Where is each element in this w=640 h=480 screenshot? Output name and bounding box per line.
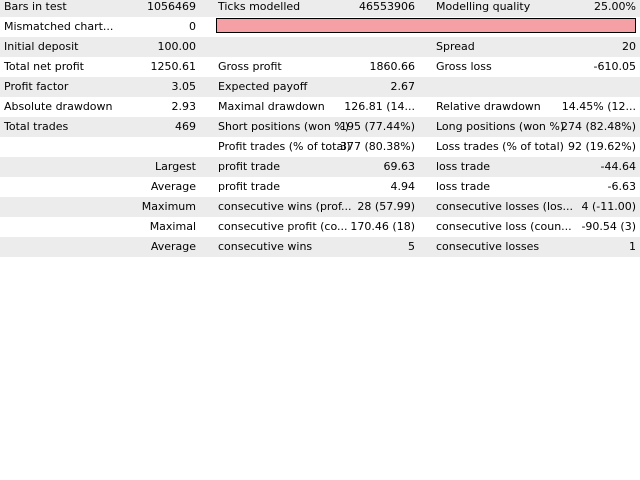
row-bars-in-test	[0, 0, 640, 17]
average-profit-trade-label: profit trade	[218, 180, 281, 193]
spread-value: 20	[622, 40, 636, 53]
row-profit-loss-trades	[0, 137, 640, 157]
maximal-label: Maximal	[149, 220, 196, 233]
gross-profit-label: Gross profit	[218, 60, 282, 73]
modelling-quality-label: Modelling quality	[436, 0, 531, 13]
mismatched-chart-label: Mismatched chart...	[4, 20, 114, 33]
max-consecutive-losses-label: consecutive losses (los...	[436, 200, 573, 213]
average-consecutive-wins-value: 5	[408, 240, 415, 253]
largest-profit-trade-value: 69.63	[383, 160, 415, 173]
absolute-drawdown-value: 2.93	[171, 100, 196, 113]
loss-trades-label: Loss trades (% of total)	[436, 140, 564, 153]
row-maximum-consecutive	[0, 197, 640, 217]
average-consecutive-label: Average	[150, 240, 196, 253]
modelling-quality-value: 25.00%	[594, 0, 636, 13]
row-total-trades	[0, 117, 640, 137]
row-average-consecutive	[0, 237, 640, 257]
profit-factor-label: Profit factor	[4, 80, 69, 93]
average-consecutive-losses-value: 1	[629, 240, 636, 253]
gross-loss-label: Gross loss	[436, 60, 492, 73]
row-average-trade	[0, 177, 640, 197]
maximal-drawdown-label: Maximal drawdown	[218, 100, 325, 113]
average-loss-trade-value: -6.63	[607, 180, 636, 193]
initial-deposit-label: Initial deposit	[4, 40, 79, 53]
maximal-consecutive-loss-label: consecutive loss (coun...	[436, 220, 572, 233]
average-loss-trade-label: loss trade	[436, 180, 491, 193]
max-consecutive-losses-value: 4 (-11.00)	[581, 200, 636, 213]
maximal-consecutive-loss-value: -90.54 (3)	[581, 220, 636, 233]
maximal-consecutive-profit-label: consecutive profit (co...	[218, 220, 348, 233]
largest-profit-trade-label: profit trade	[218, 160, 281, 173]
relative-drawdown-value: 14.45% (12...	[561, 100, 636, 113]
ticks-modelled-value: 46553906	[359, 0, 415, 13]
maximal-consecutive-profit-value: 170.46 (18)	[350, 220, 415, 233]
largest-label: Largest	[155, 160, 196, 173]
bars-in-test-label: Bars in test	[4, 0, 67, 13]
average-label: Average	[150, 180, 196, 193]
expected-payoff-value: 2.67	[390, 80, 415, 93]
row-maximal-consecutive	[0, 217, 640, 237]
profit-trades-value: 377 (80.38%)	[340, 140, 416, 153]
absolute-drawdown-label: Absolute drawdown	[4, 100, 113, 113]
profit-trades-label: Profit trades (% of total)	[218, 140, 351, 153]
gross-profit-value: 1860.66	[369, 60, 415, 73]
short-positions-value: 195 (77.44%)	[340, 120, 416, 133]
gross-loss-value: -610.05	[593, 60, 636, 73]
row-largest	[0, 157, 640, 177]
short-positions-label: Short positions (won %)	[218, 120, 350, 133]
total-net-profit-value: 1250.61	[150, 60, 196, 73]
row-drawdown	[0, 97, 640, 117]
average-profit-trade-value: 4.94	[390, 180, 415, 193]
initial-deposit-value: 100.00	[157, 40, 196, 53]
mismatched-chart-errors-bar	[216, 18, 636, 33]
long-positions-label: Long positions (won %)	[436, 120, 565, 133]
maximal-drawdown-value: 126.81 (14...	[344, 100, 415, 113]
relative-drawdown-label: Relative drawdown	[436, 100, 541, 113]
bars-in-test-value: 1056469	[147, 0, 196, 13]
maximum-label: Maximum	[141, 200, 196, 213]
long-positions-value: 274 (82.48%)	[560, 120, 636, 133]
mismatched-chart-errors-fill	[217, 19, 635, 32]
total-net-profit-label: Total net profit	[4, 60, 84, 73]
loss-trades-value: 92 (19.62%)	[567, 140, 636, 153]
largest-loss-trade-label: loss trade	[436, 160, 491, 173]
row-initial-deposit	[0, 37, 640, 57]
profit-factor-value: 3.05	[171, 80, 196, 93]
largest-loss-trade-value: -44.64	[600, 160, 636, 173]
spread-label: Spread	[436, 40, 475, 53]
row-net-profit	[0, 57, 640, 77]
total-trades-value: 469	[175, 120, 196, 133]
expected-payoff-label: Expected payoff	[218, 80, 308, 93]
total-trades-label: Total trades	[4, 120, 69, 133]
average-consecutive-wins-label: consecutive wins	[218, 240, 313, 253]
row-profit-factor	[0, 77, 640, 97]
mismatched-chart-value: 0	[189, 20, 196, 33]
average-consecutive-losses-label: consecutive losses	[436, 240, 540, 253]
max-consecutive-wins-value: 28 (57.99)	[357, 200, 415, 213]
max-consecutive-wins-label: consecutive wins (prof...	[218, 200, 352, 213]
ticks-modelled-label: Ticks modelled	[218, 0, 301, 13]
